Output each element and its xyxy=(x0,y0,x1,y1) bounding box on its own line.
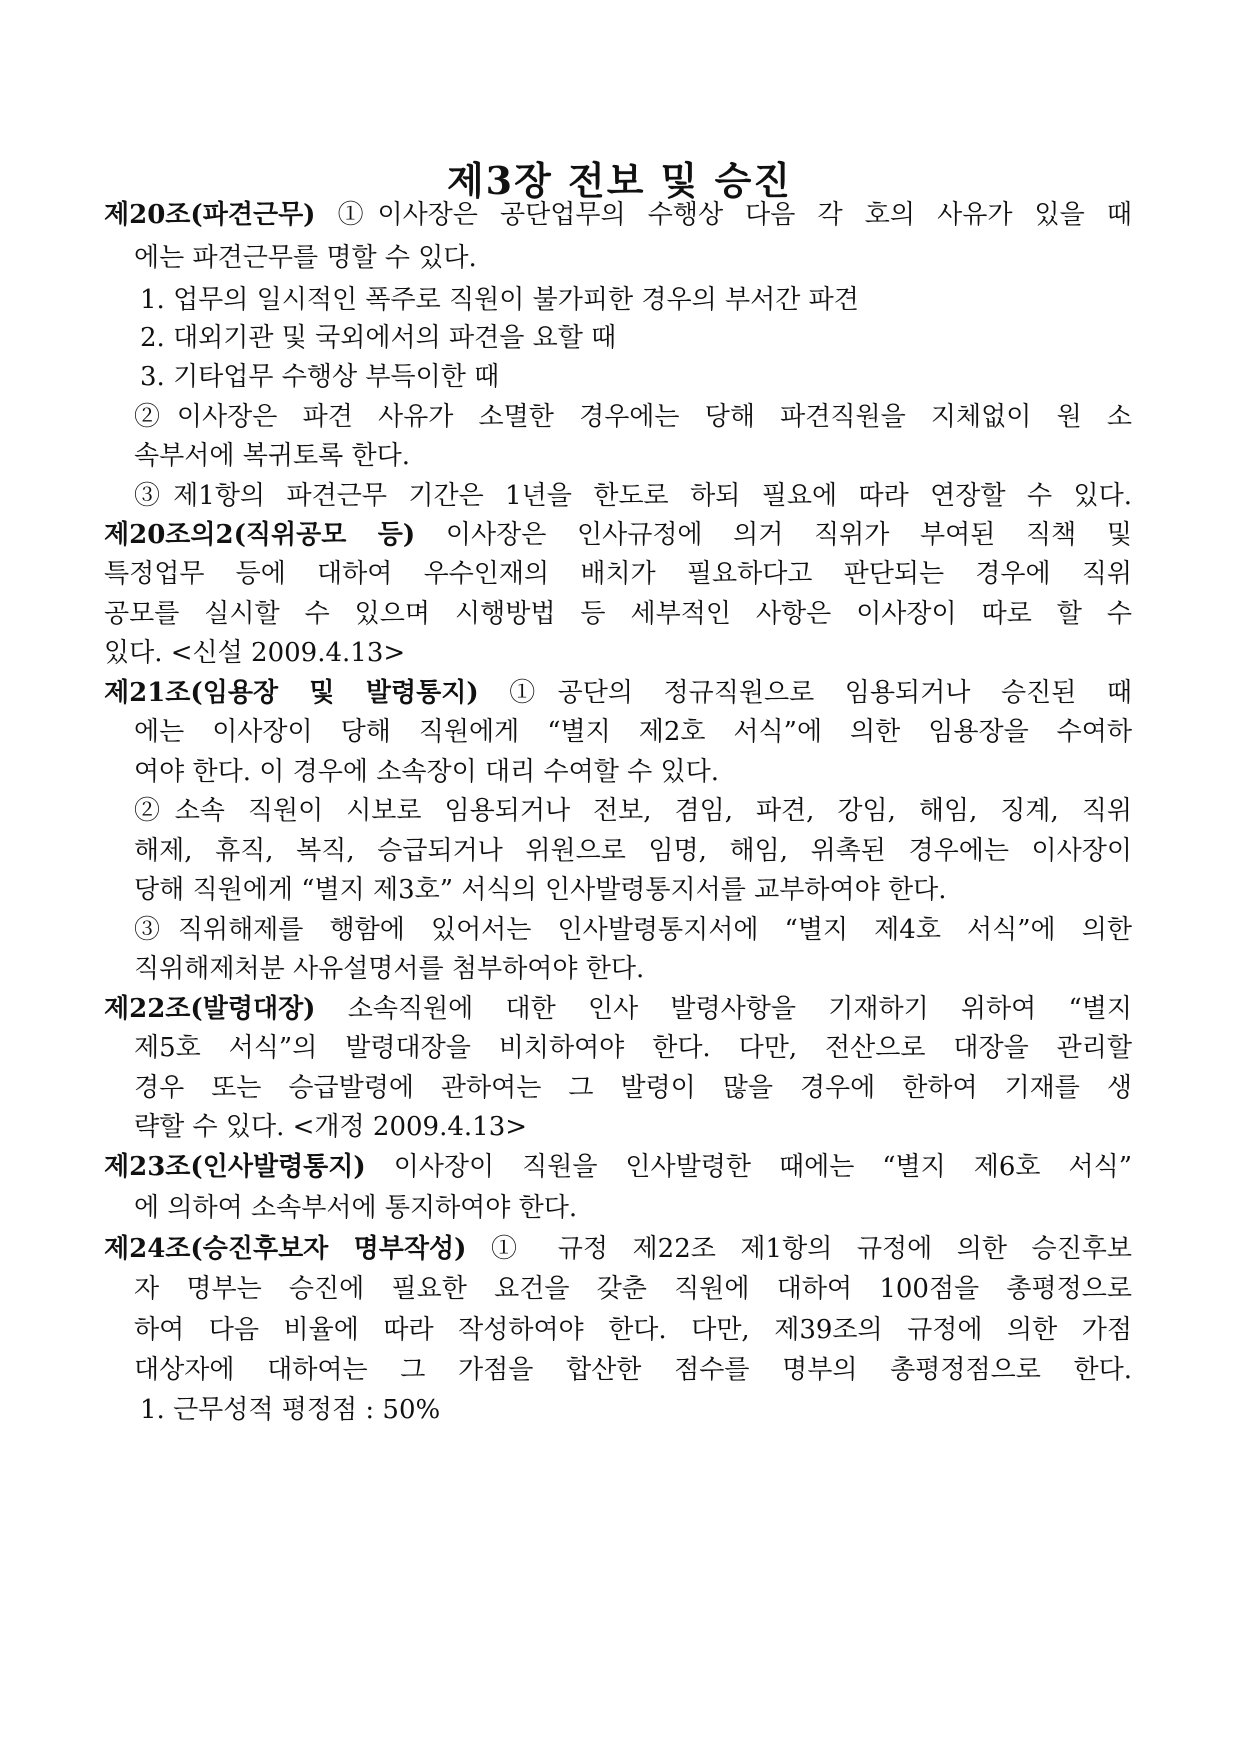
article-20-para-2-line-2: 속부서에 복귀토록 한다. xyxy=(134,441,410,471)
article-23-line-1: 제23조(인사발령통지) 이사장이 직원을 인사발령한 때에는 “별지 제6호 서식” xyxy=(104,1152,1133,1182)
article-21-para-2-line-3: 당해 직원에게 “별지 제3호” 서식의 인사발령통지서를 교부하여야 한다. xyxy=(134,875,947,905)
article-21-line-2: 에는 이사장이 당해 직원에게 “별지 제2호 서식”에 의한 임용장을 수여하 xyxy=(134,717,1132,747)
article-20-line-2: 에는 파견근무를 명할 수 있다. xyxy=(134,243,477,273)
article-24-line-1: 제24조(승진후보자 명부작성) ① 규정 제22조 제1항의 규정에 의한 승진후보 xyxy=(104,1234,1132,1264)
chapter-title: 제3장 전보 및 승진 xyxy=(446,158,793,203)
article-20-2-line-1: 제20조의2(직위공모 등) 이사장은 인사규정에 의거 직위가 부여된 직책 및 xyxy=(104,520,1132,550)
article-23-heading: 제23조(인사발령통지) xyxy=(104,1152,366,1182)
article-20-para-2-line-1: ②이사장은 파견 사유가 소멸한 경우에는 당해 파견직원을 지체없이 원 소 xyxy=(134,402,1132,432)
article-23-line-2: 에 의하여 소속부서에 통지하여야 한다. xyxy=(134,1193,578,1223)
article-24-line-4: 대상자에 대하여는 그 가점을 합산한 점수를 명부의 총평정점으로 한다. xyxy=(134,1355,1132,1385)
article-20-2-heading: 제20조의2(직위공모 등) xyxy=(104,520,416,550)
article-20-line-1: 제20조(파견근무) ①이사장은 공단업무의 수행상 다음 각 호의 사유가 있을 때 xyxy=(104,200,1133,230)
article-22-line-2: 제5호 서식”의 발령대장을 비치하여야 한다. 다만, 전산으로 대장을 관리할 xyxy=(134,1033,1132,1063)
article-24-item-1: 1. 근무성적 평정점 : 50% xyxy=(140,1395,441,1425)
article-20-2-line-4: 있다. <신설 2009.4.13> xyxy=(104,638,406,668)
article-22-line-3: 경우 또는 승급발령에 관하여는 그 발령이 많을 경우에 한하여 기재를 생 xyxy=(134,1073,1132,1103)
article-21-para-3-line-1: ③직위해제를 행함에 있어서는 인사발령통지서에 “별지 제4호 서식”에 의한 xyxy=(134,915,1132,945)
article-20-heading: 제20조(파견근무) xyxy=(104,200,316,230)
article-21-line-3: 여야 한다. 이 경우에 소속장이 대리 수여할 수 있다. xyxy=(134,757,719,787)
article-21-line-1: 제21조(임용장 및 발령통지) ①공단의 정규직원으로 임용되거나 승진된 때 xyxy=(104,678,1133,708)
article-21-para-2-line-1: ②소속 직원이 시보로 임용되거나 전보, 겸임, 파견, 강임, 해임, 징계, 직위 xyxy=(134,796,1132,826)
article-24-line-3: 하여 다음 비율에 따라 작성하여야 한다. 다만, 제39조의 규정에 의한 가점 xyxy=(134,1315,1132,1345)
article-21-para-2-line-2: 해제, 휴직, 복직, 승급되거나 위원으로 임명, 해임, 위촉된 경우에는 이사장이 xyxy=(134,836,1132,866)
article-21-para-3-line-2: 직위해제처분 사유설명서를 첨부하여야 한다. xyxy=(134,954,645,984)
article-20-item-3: 3. 기타업무 수행상 부득이한 때 xyxy=(140,362,500,392)
article-24-line-2: 자 명부는 승진에 필요한 요건을 갖춘 직원에 대하여 100점을 총평정으로 xyxy=(134,1274,1132,1304)
article-20-2-line-2: 특정업무 등에 대하여 우수인재의 배치가 필요하다고 판단되는 경우에 직위 xyxy=(104,559,1132,589)
article-21-heading: 제21조(임용장 및 발령통지) xyxy=(104,678,479,708)
article-20-item-2: 2. 대외기관 및 국외에서의 파견을 요할 때 xyxy=(140,323,617,353)
article-22-line-1: 제22조(발령대장) 소속직원에 대한 인사 발령사항을 기재하기 위하여 “별지 xyxy=(104,994,1132,1024)
article-20-2-line-3: 공모를 실시할 수 있으며 시행방법 등 세부적인 사항은 이사장이 따로 할 수 xyxy=(104,599,1132,629)
article-22-line-4: 략할 수 있다. <개정 2009.4.13> xyxy=(134,1112,528,1142)
article-24-heading: 제24조(승진후보자 명부작성) xyxy=(104,1234,467,1264)
article-20-item-1: 1. 업무의 일시적인 폭주로 직원이 불가피한 경우의 부서간 파견 xyxy=(140,285,859,315)
article-20-para-3: ③제1항의 파견근무 기간은 1년을 한도로 하되 필요에 따라 연장할 수 있다. xyxy=(134,481,1132,511)
article-22-heading: 제22조(발령대장) xyxy=(104,994,316,1024)
